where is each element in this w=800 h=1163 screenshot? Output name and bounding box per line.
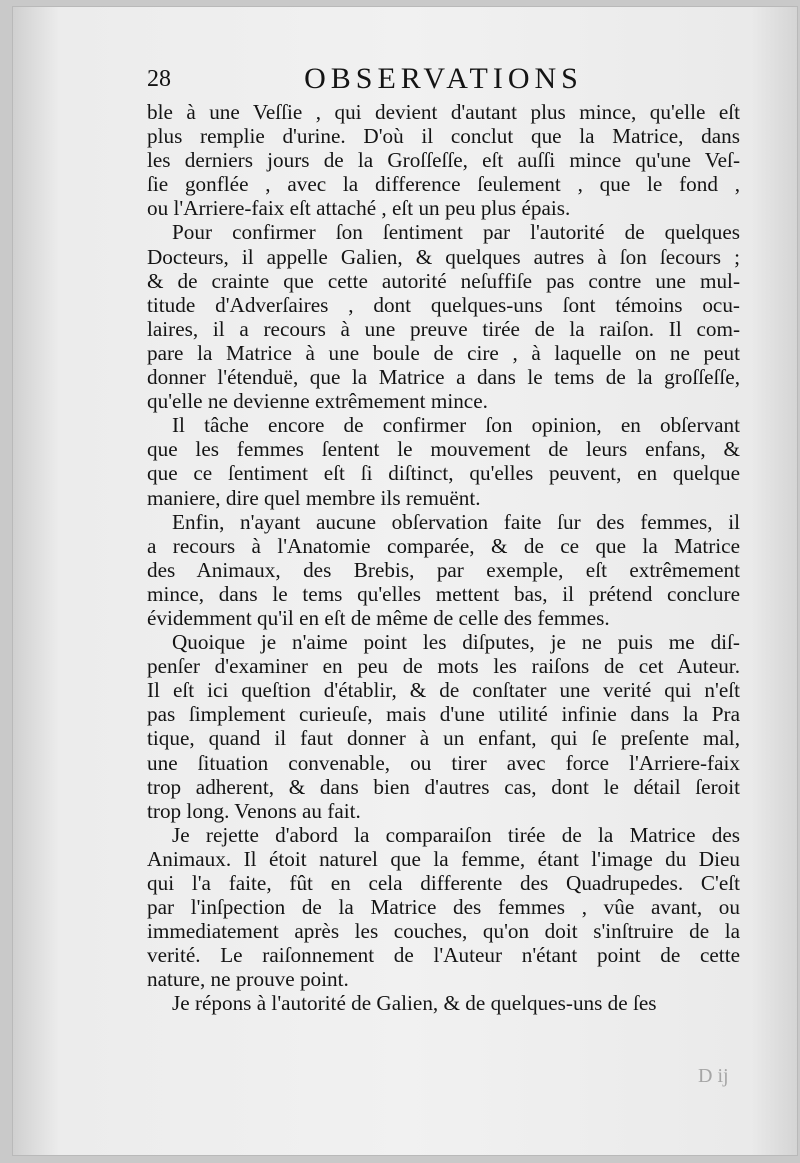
text-line: Pour confirmer ſon ſentiment par l'autorité de quelques [172,220,740,245]
text-line: évidemment qu'il en eſt de même de celle des femmes. [147,605,610,630]
text-line: Animaux. Il étoit naturel que la femme, étant l'image du Dieu [147,846,740,871]
paragraph [147,823,740,992]
text-line: tique, quand il faut donner à un enfant, qui ſe preſente mal, [147,726,740,751]
running-title: OBSERVATIONS [304,62,583,95]
paragraph [147,100,740,220]
paragraph [147,220,740,413]
book-page [12,6,798,1156]
text-line: a recours à l'Anatomie comparée, & de ce que la Matrice [147,533,740,558]
page-number: 28 [147,66,171,92]
text-line: verité. Le raiſonnement de l'Auteur n'étant point de cette [147,943,740,968]
text-line: pare la Matrice à une boule de cire , à laquelle on ne peut [147,340,740,365]
page-content [147,62,740,1016]
text-line: Je répons à l'autorité de Galien, & de quelques-uns de ſes [172,991,657,1016]
text-line: une ſituation convenable, ou tirer avec force l'Arriere-faix [147,750,740,775]
paragraph [147,510,740,630]
text-line: ſie gonflée , avec la difference ſeulement , que le fond , [147,172,740,197]
text-line: trop long. Venons au fait. [147,798,361,823]
text-line: qu'elle ne devienne extrêmement mince. [147,389,488,414]
text-line: les derniers jours de la Groſſeſſe, eſt auſſi mince qu'une Veſ- [147,148,740,173]
body-text [147,100,740,1016]
paragraph [147,630,740,823]
paragraph [147,413,740,509]
text-line: plus remplie d'urine. D'où il conclut que la Matrice, dans [147,124,740,149]
text-line: pas ſimplement curieuſe, mais d'une utilité infinie dans la Pra [147,702,740,727]
text-line: ble à une Veſſie , qui devient d'autant plus mince, qu'elle eſt [147,100,740,124]
text-line: titude d'Adverſaires , dont quelques-uns ſont témoins ocu- [147,292,740,317]
text-line: Enfin, n'ayant aucune obſervation faite ſur des femmes, il [172,509,740,534]
text-line: donner l'étenduë, que la Matrice a dans le tems de la groſſeſſe, [147,365,740,390]
text-line: Docteurs, il appelle Galien, & quelques autres à ſon ſecours ; [147,244,740,269]
text-line: ou l'Arriere-faix eſt attaché , eſt un peu plus épais. [147,196,571,221]
text-line: des Animaux, des Brebis, par exemple, eſt extrêmement [147,557,740,582]
text-line: mince, dans le tems qu'elles mettent bas, il prétend conclure [147,581,740,606]
text-line: laires, il a recours à une preuve tirée de la raiſon. Il com- [147,316,740,341]
text-line: & de crainte que cette autorité neſuffiſe pas contre une mul- [147,268,740,293]
signature-mark: D ij [698,1065,729,1087]
text-line: que les femmes ſentent le mouvement de leurs enfans, & [147,437,740,462]
text-line: que ce ſentiment eſt ſi diſtinct, qu'elles peuvent, en quelque [147,461,740,486]
text-line: nature, ne prouve point. [147,967,349,992]
paragraph [147,991,740,1015]
text-line: Il tâche encore de confirmer ſon opinion, en obſervant [172,413,740,438]
text-line: immediatement après les couches, qu'on doit s'inſtruire de la [147,919,740,944]
text-line: par l'inſpection de la Matrice des femmes , vûe avant, ou [147,895,740,920]
text-line: penſer d'examiner en peu de mots les raiſons de cet Auteur. [147,654,740,679]
text-line: Il eſt ici queſtion d'établir, & de conſtater une verité qui n'eſt [147,678,740,703]
text-line: maniere, dire quel membre ils remuënt. [147,485,481,510]
page-header [147,62,740,100]
text-line: Quoique je n'aime point les diſputes, je ne puis me diſ- [172,630,740,655]
text-line: qui l'a faite, fût en cela differente des Quadrupedes. C'eſt [147,871,740,895]
text-line: Je rejette d'abord la comparaiſon tirée de la Matrice des [172,822,740,847]
text-line: trop adherent, & dans bien d'autres cas, dont le détail ſeroit [147,774,740,799]
